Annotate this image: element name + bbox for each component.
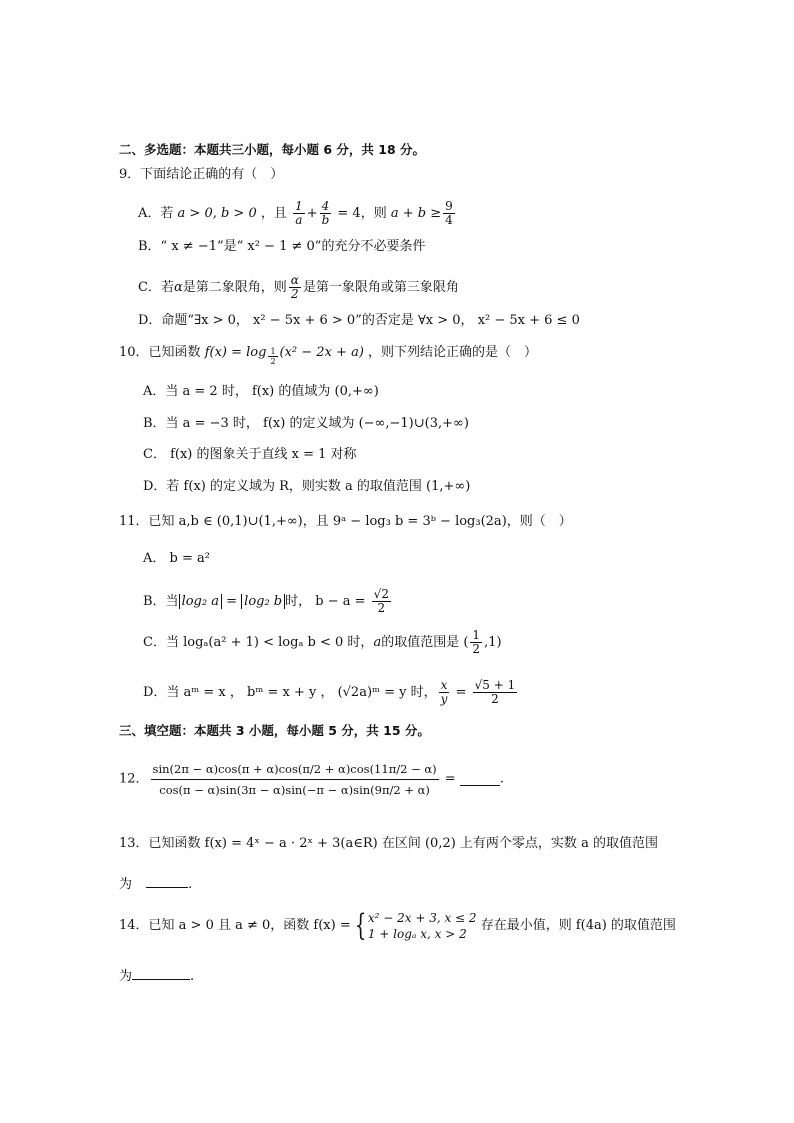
q11c-alpha: a <box>373 635 382 650</box>
question-9-stem: 9．下面结论正确的有（ ） <box>119 167 284 182</box>
q9c-mid: 是第二象限角，则 <box>182 280 287 295</box>
q9a-condition: a > 0, b > 0 <box>177 206 257 221</box>
q9-option-a <box>138 200 457 227</box>
q11d-f1-den: y <box>440 692 448 706</box>
q14-line2-pre: 为 <box>119 969 133 984</box>
q12-numerator: sin(2π − α)cos(π + α)cos(π/2 + α)cos(11π/2 − α) <box>151 759 439 780</box>
q11d-f1-num: x <box>440 678 448 692</box>
q13-answer-blank[interactable] <box>146 875 188 888</box>
q10-option-b: B．当 a = −3 时， f(x) 的定义域为 (−∞,−1)∪(3,+∞) <box>143 416 469 431</box>
q11c-prefix: C．当 logₐ(a² + 1) < logₐ b < 0 时， <box>143 635 374 650</box>
q11c-f-den: 2 <box>472 642 481 656</box>
q14-answer-blank[interactable] <box>132 967 190 980</box>
q11d-eq: = <box>455 685 467 700</box>
q11b-f-den: 2 <box>377 601 386 615</box>
q9a-f1-den: a <box>295 213 303 227</box>
q9a-f1-num: 1 <box>295 199 303 213</box>
q9a-fraction-3 <box>443 200 455 227</box>
q9-option-b: B．“ x ≠ −1”是“ x² − 1 ≠ 0”的充分不必要条件 <box>138 239 426 254</box>
q14-case-1: x² − 2x + 3, x ≤ 2 <box>367 911 477 925</box>
q10-func: f(x) = log <box>204 345 267 360</box>
q9a-plus: + <box>306 206 318 221</box>
q12-equals: = <box>444 771 456 787</box>
q9c-f-num: α <box>290 273 299 287</box>
q11d-f2-num: √5 + 1 <box>474 678 516 692</box>
q9c-prefix: C．若 <box>138 280 174 295</box>
q11b-abs-1: log₂ a <box>179 594 222 609</box>
q9a-fraction-2 <box>320 200 332 227</box>
q10-option-d: D．若 f(x) 的定义域为 R，则实数 a 的取值范围 (1,+∞) <box>143 479 471 494</box>
q11d-f2-den: 2 <box>491 692 499 706</box>
q10-stem-pre: 10．已知函数 <box>119 345 201 360</box>
question-14-line-2 <box>119 967 194 985</box>
question-11-stem: 11．已知 a,b ∈ (0,1)∪(1,+∞)，且 9ᵃ − log₃ b = 3ᵇ − log₃(2a)，则（ ） <box>119 514 572 529</box>
section-3-header: 三、填空题：本题共 3 小题，每小题 5 分，共 15 分。 <box>119 723 430 738</box>
q11d-fraction-1 <box>439 679 450 706</box>
q9c-fraction <box>289 274 301 301</box>
q9c-alpha: α <box>173 280 183 295</box>
q11b-f-num: √2 <box>373 587 389 601</box>
q10-stem-post: ，则下列结论正确的是（ ） <box>368 345 538 360</box>
q11-option-b <box>143 588 393 615</box>
q9c-f-den: 2 <box>290 287 299 301</box>
q10-log-base <box>268 347 277 366</box>
q11c-f-num: 1 <box>472 628 481 642</box>
q11-option-a: A． b = a² <box>143 551 210 566</box>
q13-line2-post: . <box>188 877 193 892</box>
q14-pre: 14．已知 a > 0 且 a ≠ 0，函数 f(x) = <box>119 918 351 933</box>
question-10-stem <box>119 345 537 366</box>
q9a-f2-num: 4 <box>320 200 332 214</box>
q10-option-c: C． f(x) 的图象关于直线 x = 1 对称 <box>143 447 357 462</box>
q9a-equals: = 4，则 <box>337 206 387 221</box>
q9a-f3-num: 9 <box>445 199 453 213</box>
q12-answer-blank[interactable] <box>460 773 500 786</box>
q9a-and: ，且 <box>260 206 287 221</box>
q11c-fraction <box>470 629 482 656</box>
q10-option-a: A．当 a = 2 时， f(x) 的值域为 (0,+∞) <box>143 384 379 399</box>
q14-post: 存在最小值，则 f(4a) 的取值范围 <box>480 918 676 933</box>
q11b-prefix: B．当 <box>143 594 179 609</box>
q11-option-c <box>143 629 502 656</box>
q10-base-num: 1 <box>270 347 276 356</box>
q11d-fraction-2 <box>473 679 518 706</box>
q9c-post: 是第一象限角或第三象限角 <box>302 280 459 295</box>
q14-line2-post: . <box>190 969 195 984</box>
question-14-line-1 <box>119 910 676 950</box>
q11b-abs-2: log₂ b <box>241 594 285 609</box>
q14-cases <box>368 910 477 942</box>
question-13-line-2 <box>119 875 192 893</box>
q12-end: . <box>499 771 504 787</box>
question-13-line-1: 13．已知函数 f(x) = 4ˣ − a · 2ˣ + 3(a∈R) 在区间 (0,2) 上有两个零点，实数 a 的取值范围 <box>119 836 658 851</box>
q13-line2-pre: 为 <box>119 877 133 892</box>
q12-label: 12． <box>119 771 149 787</box>
q11c-mid: 的取值范围是 ( <box>381 635 469 650</box>
q11b-fraction <box>372 588 391 615</box>
section-2-header: 二、多选题：本题共三小题，每小题 6 分，共 18 分。 <box>119 142 426 157</box>
question-12 <box>119 759 504 800</box>
q11d-prefix: D．当 aᵐ = x ， bᵐ = x + y ， (√2a)ᵐ = y 时， <box>143 685 437 700</box>
q9-option-c <box>138 274 459 301</box>
q11c-post: ,1) <box>484 635 502 650</box>
q10-func-arg: (x² − 2x + a) <box>279 345 364 360</box>
q9-option-d: D．命题“∃x > 0， x² − 5x + 6 > 0”的否定是 ∀x > 0， x² − 5x + 6 ≤ 0 <box>138 313 580 328</box>
q11b-mid: 时， b − a = <box>285 594 366 609</box>
q9a-f3-den: 4 <box>445 213 453 227</box>
q10-base-den: 2 <box>270 357 276 366</box>
q9a-fraction-1 <box>293 200 305 227</box>
q9a-prefix: A．若 <box>138 206 174 221</box>
q12-fraction <box>151 759 439 800</box>
q12-denominator: cos(π − α)sin(3π − α)sin(−π − α)sin(9π/2 + α) <box>159 783 430 797</box>
q14-brace: { <box>354 908 367 943</box>
q9a-f2-den: b <box>321 213 330 227</box>
q11-option-d <box>143 679 519 706</box>
q9a-inequality: a + b ≥ <box>390 206 442 221</box>
q11b-eq: = <box>226 594 238 609</box>
q14-case-2: 1 + logₐ x, x > 2 <box>367 927 467 941</box>
